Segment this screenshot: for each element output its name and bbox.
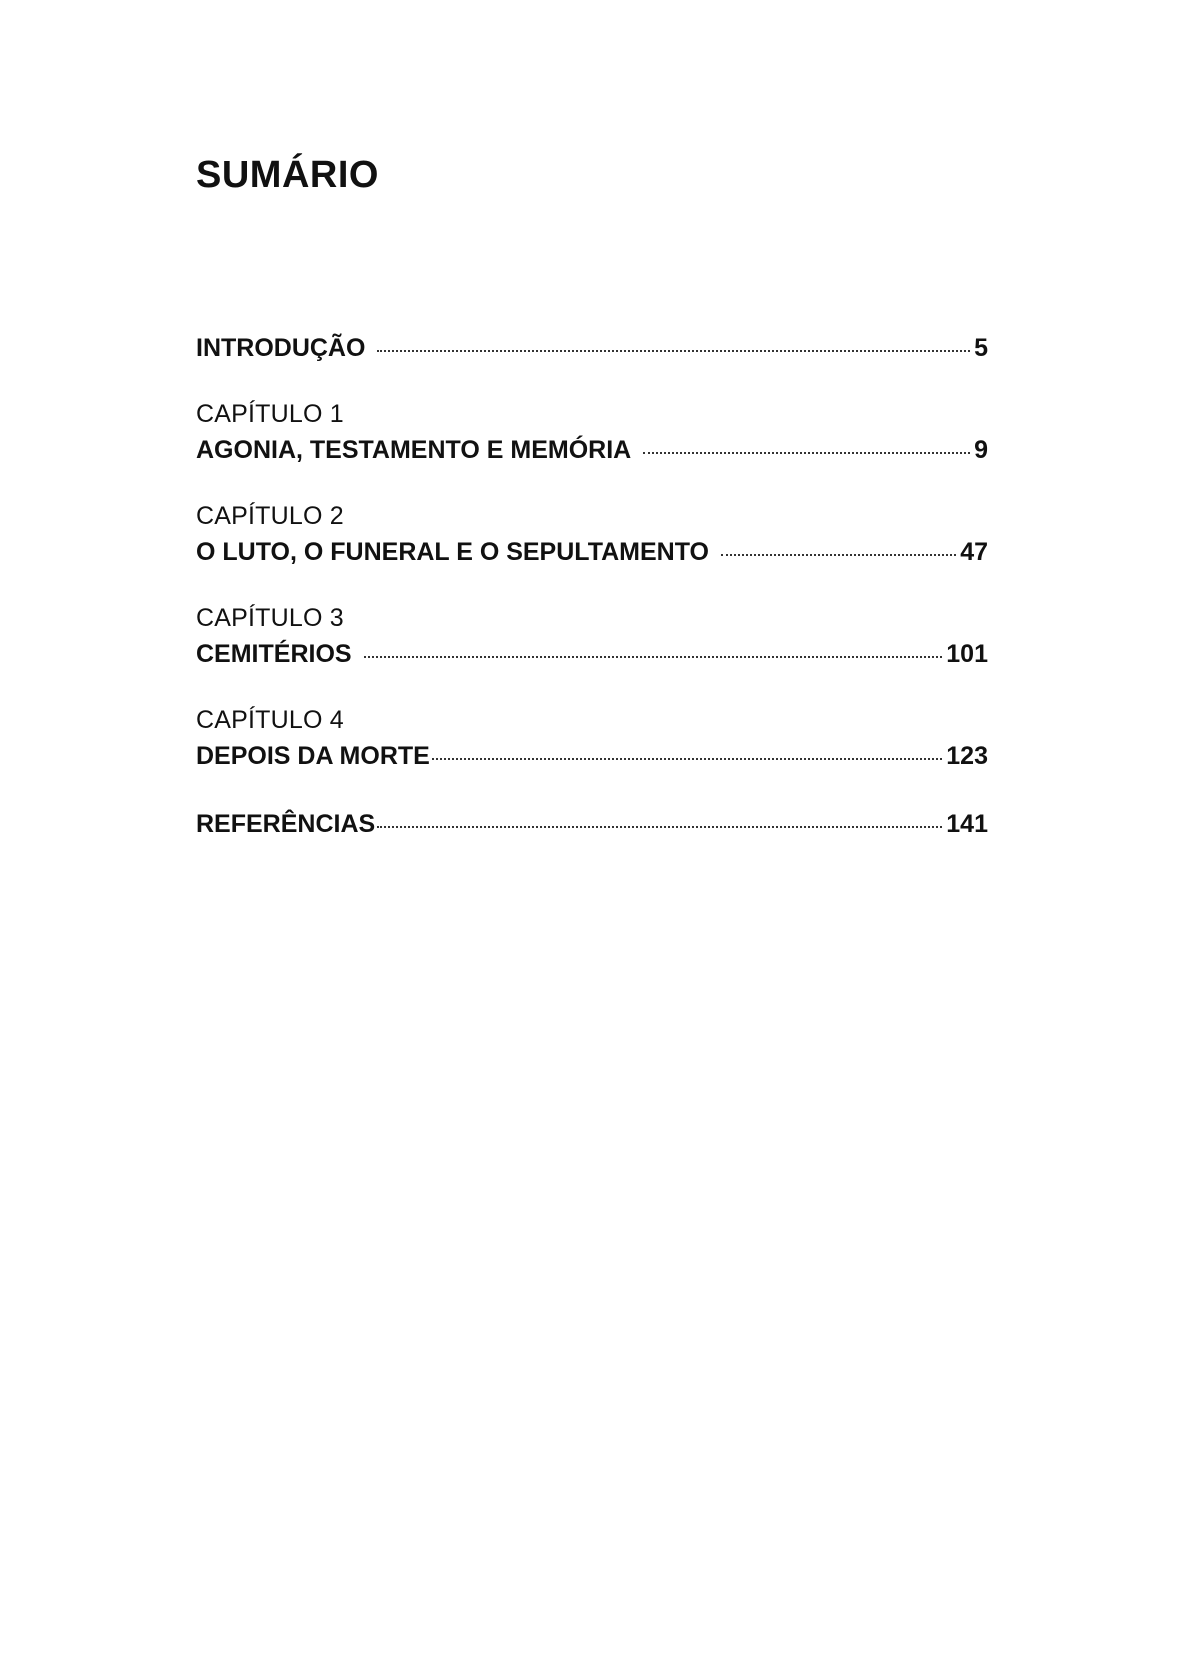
dot-leader bbox=[432, 758, 942, 760]
dot-leader bbox=[377, 350, 970, 352]
toc-entry-page-number: 47 bbox=[960, 538, 988, 566]
toc-entry-chapter-2[interactable] bbox=[196, 540, 988, 565]
toc-entry-introduction[interactable] bbox=[196, 336, 988, 361]
toc-entry-label: AGONIA, TESTAMENTO E MEMÓRIA bbox=[196, 436, 632, 464]
toc-entry-label: O LUTO, O FUNERAL E O SEPULTAMENTO bbox=[196, 538, 709, 566]
toc-entry-label: REFERÊNCIAS bbox=[196, 810, 376, 838]
toc-entry-chapter-1[interactable] bbox=[196, 438, 988, 463]
chapter-label-4: CAPÍTULO 4 bbox=[196, 706, 344, 734]
toc-entry-page-number: 101 bbox=[946, 640, 988, 668]
chapter-label-1: CAPÍTULO 1 bbox=[196, 400, 344, 428]
chapter-label-3: CAPÍTULO 3 bbox=[196, 604, 344, 632]
dot-leader bbox=[643, 452, 970, 454]
toc-entry-page-number: 123 bbox=[946, 742, 988, 770]
toc-entry-label: INTRODUÇÃO bbox=[196, 334, 366, 362]
toc-entry-chapter-3[interactable] bbox=[196, 642, 988, 667]
toc-entry-label: DEPOIS DA MORTE bbox=[196, 742, 430, 770]
chapter-label-2: CAPÍTULO 2 bbox=[196, 502, 344, 530]
toc-entry-page-number: 5 bbox=[974, 334, 988, 362]
dot-leader bbox=[721, 554, 956, 556]
dot-leader bbox=[377, 826, 942, 828]
dot-leader bbox=[364, 656, 943, 658]
toc-entry-page-number: 141 bbox=[946, 810, 988, 838]
page-title: SUMÁRIO bbox=[196, 154, 379, 196]
toc-entry-page-number: 9 bbox=[974, 436, 988, 464]
toc-entry-chapter-4[interactable] bbox=[196, 744, 988, 769]
toc-entry-references[interactable] bbox=[196, 812, 988, 837]
toc-entry-label: CEMITÉRIOS bbox=[196, 640, 352, 668]
